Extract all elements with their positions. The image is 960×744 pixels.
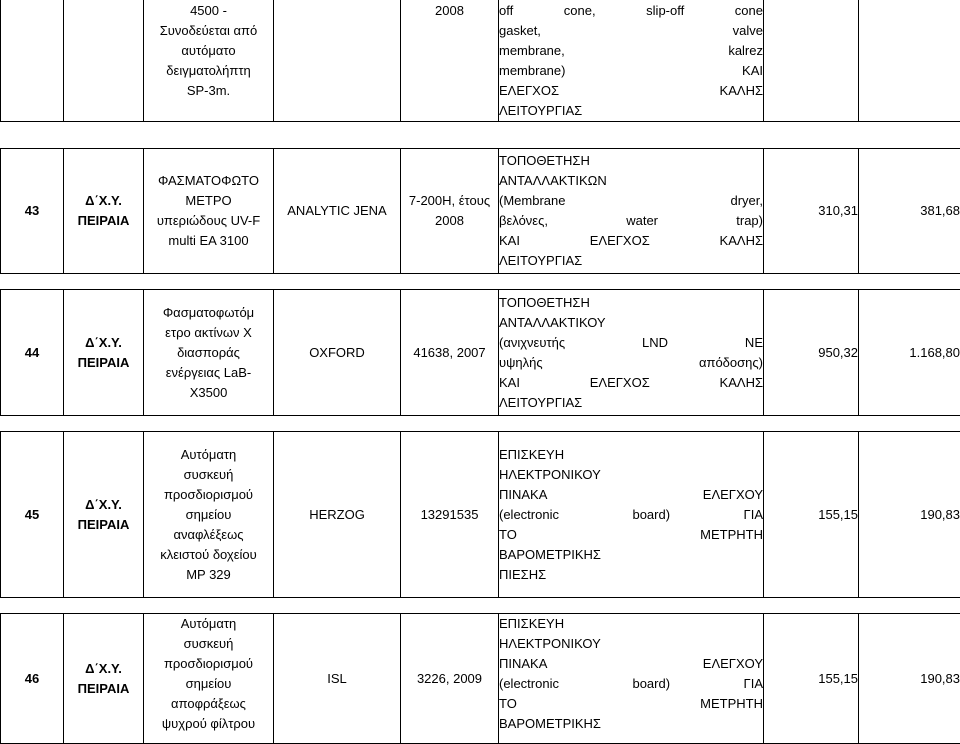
price-total-cell: 190,83: [859, 432, 960, 598]
description-cell: Αυτόματη συσκευή προσδιορισμού σημείου αναφλέξεως κλειστού δοχείου MP 329: [144, 432, 274, 598]
table-row: [1, 432, 960, 598]
row-spacer: [1, 274, 960, 290]
manufacturer-cell: [274, 0, 401, 122]
price-total-cell: 381,68: [859, 149, 960, 274]
location-cell: Δ΄Χ.Υ. ΠΕΙΡΑΙΑ: [64, 432, 144, 598]
row-number: 43: [1, 149, 64, 274]
price-net-cell: 155,15: [764, 614, 859, 744]
manufacturer-cell: HERZOG: [274, 432, 401, 598]
manufacturer-cell: ISL: [274, 614, 401, 744]
location-cell: Δ΄Χ.Υ. ΠΕΙΡΑΙΑ: [64, 614, 144, 744]
description-cell: ΦΑΣΜΑΤΟΦΩΤΟ ΜΕΤΡΟ υπεριώδους UV-F multi EA 3100: [144, 149, 274, 274]
row-number: 45: [1, 432, 64, 598]
model-cell: 2008: [401, 0, 499, 122]
location-cell: Δ΄Χ.Υ. ΠΕΙΡΑΙΑ: [64, 149, 144, 274]
price-net-cell: 155,15: [764, 432, 859, 598]
manufacturer-cell: OXFORD: [274, 290, 401, 416]
row-spacer: [1, 416, 960, 432]
work-cell: ΕΠΙΣΚΕΥΗ ΗΛΕΚΤΡΟΝΙΚΟΥ ΠΙΝΑΚΑ ΕΛΕΓΧΟΥ (electronic board) ΓΙΑ ΤΟ ΜΕΤΡΗΤΗ ΒΑΡΟΜΕΤΡΙΚΗΣ ΠΙΕΣΗΣ: [499, 432, 764, 598]
table-row: [1, 290, 960, 416]
location-cell: [64, 0, 144, 122]
price-net-cell: [764, 0, 859, 122]
row-number: [1, 0, 64, 122]
work-cell: ΤΟΠΟΘΕΤΗΣΗ ΑΝΤΑΛΛΑΚΤΙΚΩΝ (Membrane dryer, βελόνες, water trap) ΚΑΙ ΕΛΕΓΧΟΣ ΚΑΛΗΣ ΛΕΙΤΟΥΡΓΙΑΣ: [499, 149, 764, 274]
model-cell: 3226, 2009: [401, 614, 499, 744]
model-cell: 13291535: [401, 432, 499, 598]
price-total-cell: [859, 0, 960, 122]
price-total-cell: 1.168,80: [859, 290, 960, 416]
price-net-cell: 310,31: [764, 149, 859, 274]
manufacturer-cell: ANALYTIC JENA: [274, 149, 401, 274]
row-spacer: [1, 598, 960, 614]
row-spacer: [1, 122, 960, 149]
work-cell: off cone, slip-off cone gasket, valve membrane, kalrez membrane) ΚΑΙ ΕΛΕΓΧΟΣ ΚΑΛΗΣ ΛΕΙΤΟΥΡΓΙΑΣ: [499, 0, 764, 122]
table-row: [1, 0, 960, 122]
description-cell: Αυτόματη συσκευή προσδιορισμού σημείου αποφράξεως ψυχρού φίλτρου: [144, 614, 274, 744]
description-cell: Φασματοφωτόμ ετρο ακτίνων Χ διασποράς ενέργειας LaB- X3500: [144, 290, 274, 416]
price-net-cell: 950,32: [764, 290, 859, 416]
row-number: 44: [1, 290, 64, 416]
work-cell: ΕΠΙΣΚΕΥΗ ΗΛΕΚΤΡΟΝΙΚΟΥ ΠΙΝΑΚΑ ΕΛΕΓΧΟΥ (electronic board) ΓΙΑ ΤΟ ΜΕΤΡΗΤΗ ΒΑΡΟΜΕΤΡΙΚΗΣ: [499, 614, 764, 744]
table-row: [1, 149, 960, 274]
model-cell: 41638, 2007: [401, 290, 499, 416]
description-cell: 4500 - Συνοδεύεται από αυτόματο δειγματολήπτη SP-3m.: [144, 0, 274, 122]
row-number: 46: [1, 614, 64, 744]
location-cell: Δ΄Χ.Υ. ΠΕΙΡΑΙΑ: [64, 290, 144, 416]
model-cell: 7-200H, έτους 2008: [401, 149, 499, 274]
price-total-cell: 190,83: [859, 614, 960, 744]
work-cell: ΤΟΠΟΘΕΤΗΣΗ ΑΝΤΑΛΛΑΚΤΙΚΟΥ (ανιχνευτής LND NE υψηλής απόδοσης) ΚΑΙ ΕΛΕΓΧΟΣ ΚΑΛΗΣ ΛΕΙΤΟΥΡΓΙΑΣ: [499, 290, 764, 416]
table-row: [1, 614, 960, 744]
